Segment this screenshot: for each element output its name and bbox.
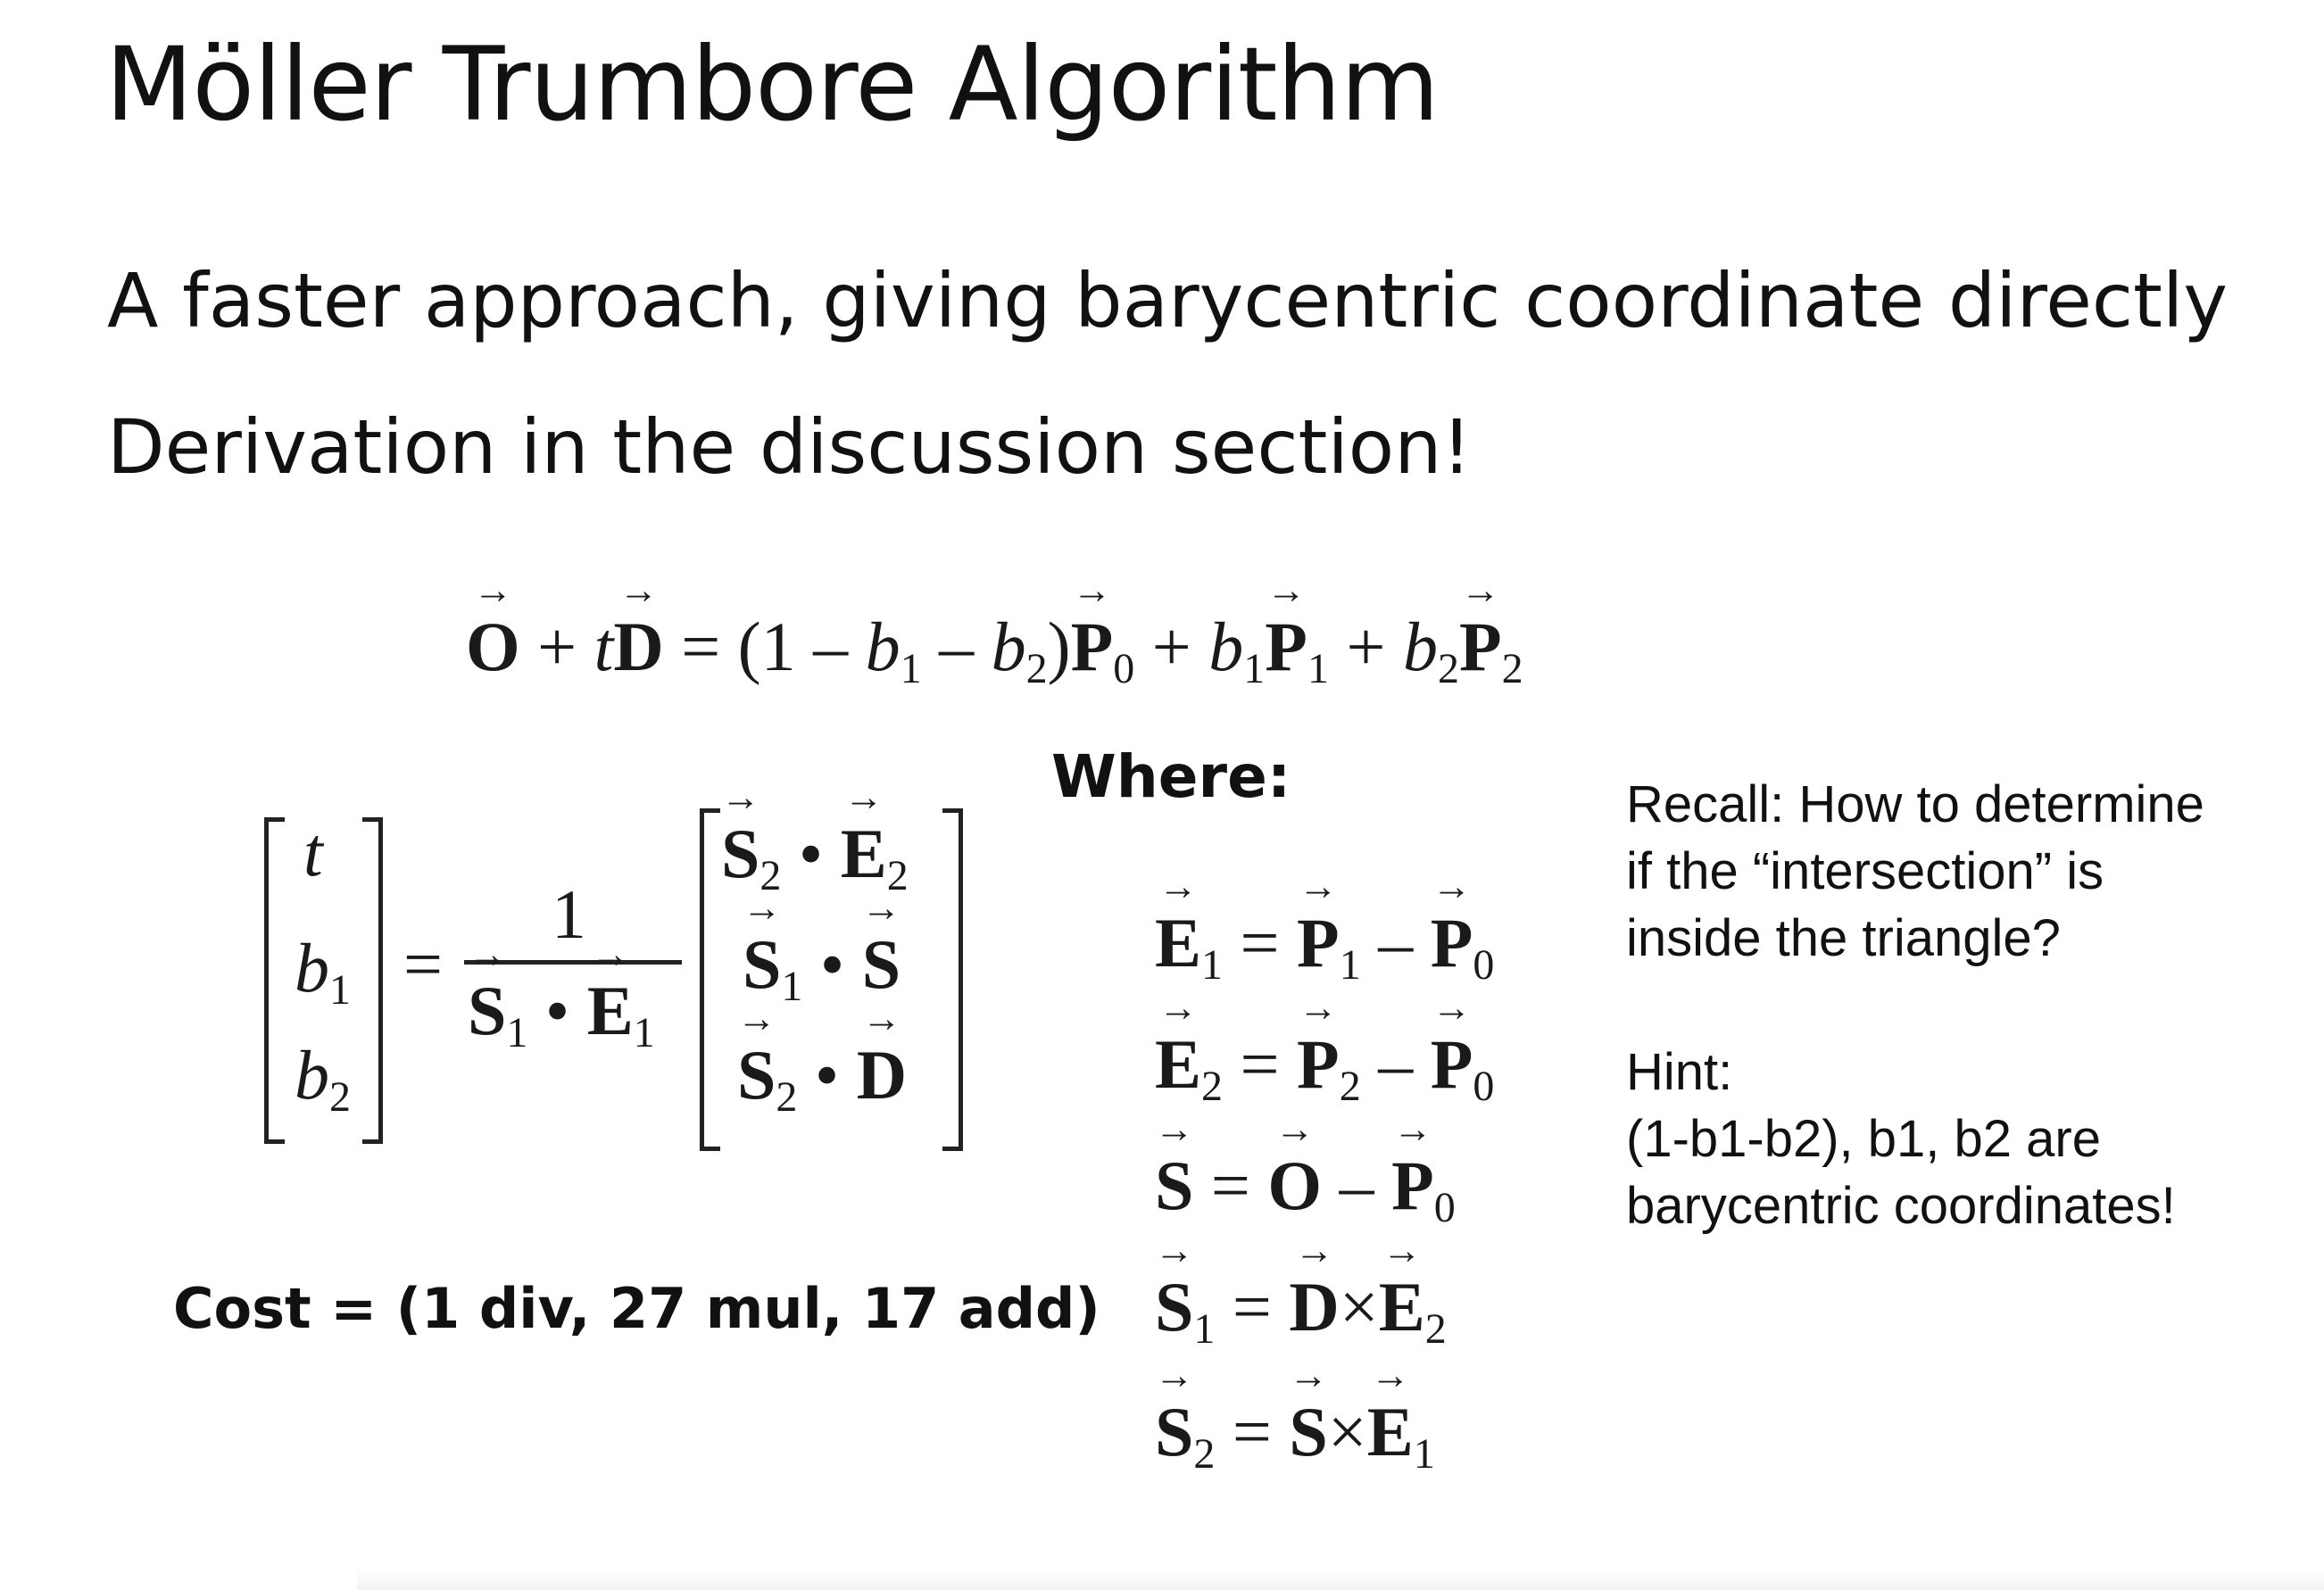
main-equation: → $O + t\to D = (1 - b_1 - b_2)\to P_0 + b_1\to P_1 + b_2\to P_2$ <box>466 607 1523 693</box>
slide-title: Möller Trumbore Algorithm <box>105 25 1439 144</box>
vector-entry-S2-dot-E2: → $S_2$ • → $E_2$ <box>721 814 909 900</box>
cost-label: Cost = (1 div, 27 mul, 17 add) <box>173 1276 1100 1341</box>
fraction-numerator: 1 <box>552 875 586 953</box>
right-vector-bracket-close <box>942 808 963 1151</box>
hint-label: Hint: <box>1626 1043 1733 1101</box>
matrix-equals: = <box>403 925 443 1003</box>
recall-line-3: inside the triangle? <box>1626 909 2061 967</box>
vector-entry-S1-dot-S: → $S_1$ • → S <box>743 924 901 1011</box>
vector-entry-S2-dot-D: → $S_2$ • → D <box>737 1035 907 1122</box>
bottom-shadow <box>357 1569 2324 1590</box>
recall-line-1: Recall: How to determine <box>1626 775 2204 833</box>
vector-entry-b1: $b_1$ <box>295 929 351 1014</box>
right-vector-bracket-open <box>700 808 720 1151</box>
recall-line-2: if the “intersection” is <box>1626 842 2104 900</box>
left-vector-bracket-open <box>264 817 285 1144</box>
def-S1: → $S_1$ = → $D\times\to E_2$ <box>1155 1267 1447 1354</box>
hint-line-1: (1-b1-b2), b1, b2 are <box>1626 1110 2101 1168</box>
vector-entry-b2: $b_2$ <box>295 1036 351 1121</box>
def-S2: → $S_2$ = → $S\times\to E_1$ <box>1155 1392 1435 1478</box>
left-vector-bracket-close <box>362 817 383 1144</box>
def-E2: → $E_2$ = → $P_2$ – → $P_0$ <box>1155 1024 1494 1111</box>
recall-note <box>1626 771 2204 1239</box>
def-E1: → $E_1$ = → $P_1$ – → $P_0$ <box>1155 903 1494 990</box>
subtitle-faster-approach: A faster approach, giving barycentric coordinate directly <box>107 257 2229 344</box>
where-label: Where: <box>1051 742 1291 811</box>
vector-entry-t: t <box>303 813 323 890</box>
subtitle-derivation: Derivation in the discussion section! <box>107 403 1473 491</box>
hint-line-2: barycentric coordinates! <box>1626 1177 2176 1235</box>
fraction-denominator: → $S_1$ • → $E_1$ <box>468 971 655 1057</box>
def-S: → S = → O – → $P_0$ <box>1155 1146 1456 1232</box>
